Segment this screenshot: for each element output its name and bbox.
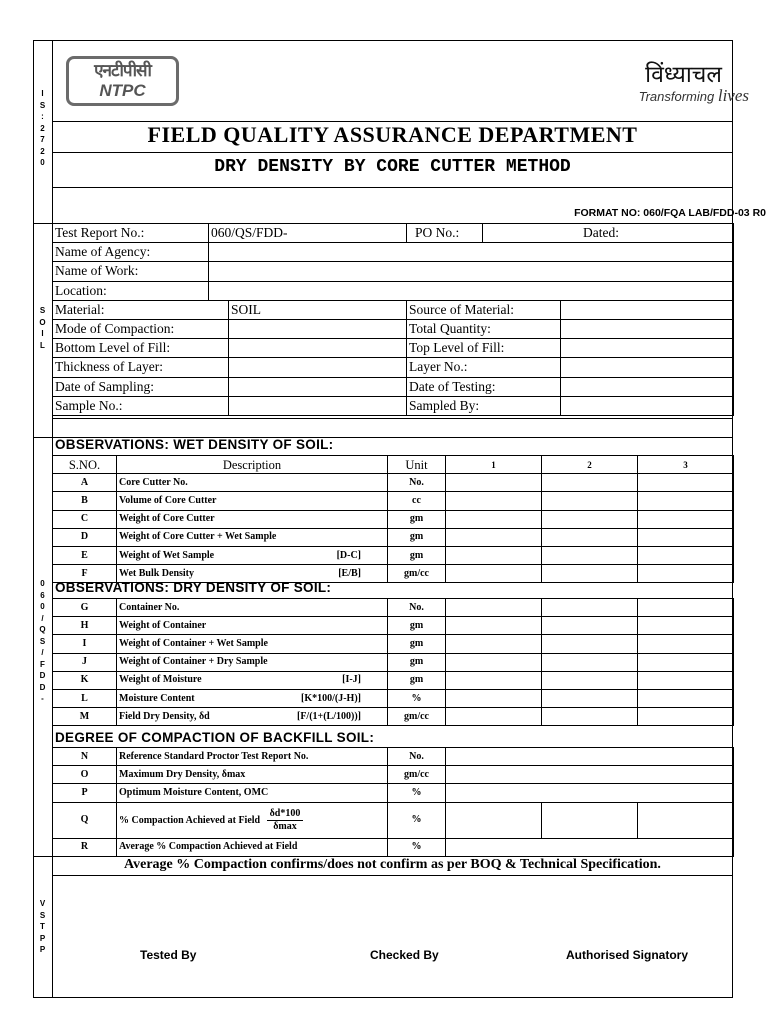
value-cell[interactable] — [542, 546, 638, 564]
row-description: Weight of Moisture [I-J] — [117, 671, 388, 689]
value-cell[interactable] — [542, 671, 638, 689]
row-description: Moisture Content [K*100/(J-H)] — [117, 689, 388, 707]
thickness-label: Thickness of Layer: — [53, 358, 229, 377]
compaction-table — [52, 747, 734, 857]
compaction-mode-label: Mode of Compaction: — [53, 319, 229, 338]
value-cell[interactable] — [446, 617, 542, 635]
value-cell[interactable] — [446, 708, 542, 726]
table-row — [53, 617, 734, 635]
row-unit: gm — [388, 617, 446, 635]
value-cell[interactable] — [446, 528, 542, 546]
row-unit: No. — [388, 748, 446, 766]
row-sno: G — [53, 599, 117, 617]
value-cell[interactable] — [542, 599, 638, 617]
value-cell[interactable] — [446, 784, 734, 802]
row-description: Wet Bulk Density [E/B] — [117, 565, 388, 583]
col-header-1: 1 — [446, 456, 542, 474]
row-sno: R — [53, 838, 117, 856]
value-cell[interactable] — [638, 565, 734, 583]
side-label-soil: S O I L — [39, 306, 46, 350]
test-report-label: Test Report No.: — [53, 224, 209, 243]
testing-date-label: Date of Testing: — [407, 377, 561, 396]
site-name-hindi: विंध्याचल — [645, 62, 722, 88]
value-cell[interactable] — [542, 635, 638, 653]
sampling-date-value — [229, 377, 407, 396]
value-cell[interactable] — [446, 671, 542, 689]
layer-no-value — [561, 358, 734, 377]
value-cell[interactable] — [638, 599, 734, 617]
table-row — [53, 474, 734, 492]
row-sno: D — [53, 528, 117, 546]
row-formula: [I-J] — [342, 674, 361, 686]
page-title: FIELD QUALITY ASSURANCE DEPARTMENT — [147, 122, 638, 147]
logo-hindi-text: एनटीपीसी — [94, 61, 151, 81]
row-unit: gm/cc — [388, 565, 446, 583]
compaction-heading: DEGREE OF COMPACTION OF BACKFILL SOIL: — [55, 730, 375, 745]
value-cell[interactable] — [542, 492, 638, 510]
tested-by-label: Tested By — [140, 948, 197, 962]
row-unit: gm — [388, 671, 446, 689]
bottom-level-label: Bottom Level of Fill: — [53, 339, 229, 358]
side-label-code: 0 6 0 / Q S / F D D - — [39, 579, 46, 703]
value-cell[interactable] — [638, 671, 734, 689]
table-row — [53, 510, 734, 528]
source-value — [561, 300, 734, 319]
row-sno: E — [53, 546, 117, 564]
row-unit: gm/cc — [388, 766, 446, 784]
wet-density-heading: OBSERVATIONS: WET DENSITY OF SOIL: — [55, 437, 334, 452]
format-number: FORMAT NO: 060/FQA LAB/FDD-03 R0 — [574, 207, 766, 219]
row-description: Container No. — [117, 599, 388, 617]
col-header-2: 2 — [542, 456, 638, 474]
row-description: Optimum Moisture Content, OMC — [117, 784, 388, 802]
work-label: Name of Work: — [53, 262, 209, 281]
value-cell[interactable] — [638, 528, 734, 546]
row-description: Weight of Container + Dry Sample — [117, 653, 388, 671]
value-cell[interactable] — [542, 474, 638, 492]
value-cell[interactable] — [446, 766, 734, 784]
row-sno: H — [53, 617, 117, 635]
sample-no-label: Sample No.: — [53, 396, 229, 415]
tagline: Transforming lives — [638, 86, 749, 105]
value-cell[interactable] — [638, 708, 734, 726]
row-sno: M — [53, 708, 117, 726]
row-description: % Compaction Achieved at Field $\frac{\delta d*100}{\delta\max}$ — [117, 802, 388, 838]
value-cell[interactable] — [446, 748, 734, 766]
value-cell[interactable] — [446, 653, 542, 671]
quantity-label: Total Quantity: — [407, 319, 561, 338]
agency-label: Name of Agency: — [53, 243, 209, 262]
row-formula: [K*100/(J-H)] — [301, 692, 361, 704]
divider — [52, 152, 733, 153]
material-value: SOIL — [229, 300, 407, 319]
value-cell[interactable] — [446, 492, 542, 510]
row-unit: cc — [388, 492, 446, 510]
value-cell[interactable] — [446, 838, 734, 856]
compaction-mode-value — [229, 319, 407, 338]
table-row — [53, 784, 734, 802]
row-unit: % — [388, 802, 446, 838]
value-cell[interactable] — [638, 546, 734, 564]
dry-density-heading: OBSERVATIONS: DRY DENSITY OF SOIL: — [55, 580, 332, 595]
top-level-label: Top Level of Fill: — [407, 339, 561, 358]
sample-no-value — [229, 396, 407, 415]
divider — [52, 875, 733, 876]
table-row — [53, 635, 734, 653]
row-unit: No. — [388, 599, 446, 617]
value-cell[interactable] — [446, 474, 542, 492]
value-cell[interactable] — [638, 635, 734, 653]
table-row — [53, 748, 734, 766]
value-cell[interactable] — [638, 617, 734, 635]
ntpc-logo — [66, 56, 179, 106]
value-cell[interactable] — [638, 689, 734, 707]
value-cell[interactable] — [542, 653, 638, 671]
authorised-signatory-label: Authorised Signatory — [566, 948, 689, 962]
row-description: Average % Compaction Achieved at Field — [117, 838, 388, 856]
row-sno: F — [53, 565, 117, 583]
row-description: Volume of Core Cutter — [117, 492, 388, 510]
row-unit: % — [388, 784, 446, 802]
work-value — [209, 262, 734, 281]
row-unit: No. — [388, 474, 446, 492]
sampling-date-label: Date of Sampling: — [53, 377, 229, 396]
row-description: Weight of Core Cutter + Wet Sample — [117, 528, 388, 546]
thickness-value — [229, 358, 407, 377]
row-description: Maximum Dry Density, δmax — [117, 766, 388, 784]
logo-english-text: NTPC — [99, 81, 146, 100]
row-sno: C — [53, 510, 117, 528]
value-cell[interactable] — [542, 802, 638, 838]
value-cell[interactable] — [542, 708, 638, 726]
table-row — [53, 766, 734, 784]
row-unit: gm — [388, 510, 446, 528]
row-unit: gm — [388, 653, 446, 671]
value-cell[interactable] — [542, 510, 638, 528]
sampled-by-value — [561, 396, 734, 415]
divider — [52, 418, 733, 419]
col-header-3: 3 — [638, 456, 734, 474]
value-cell[interactable] — [446, 689, 542, 707]
row-sno: K — [53, 671, 117, 689]
table-row — [53, 492, 734, 510]
row-description: Weight of Wet Sample [D-C] — [117, 546, 388, 564]
table-row — [53, 689, 734, 707]
row-formula: [F/(1+(L/100))] — [296, 710, 361, 722]
value-cell[interactable] — [446, 802, 542, 838]
row-sno: Q — [53, 802, 117, 838]
layer-no-label: Layer No.: — [407, 358, 561, 377]
side-label-standard: I S : 2 7 2 0 — [39, 89, 46, 167]
value-cell[interactable] — [638, 510, 734, 528]
value-cell[interactable] — [638, 492, 734, 510]
value-cell[interactable] — [542, 617, 638, 635]
row-formula: [D-C] — [336, 549, 361, 561]
table-row — [53, 546, 734, 564]
row-description: Core Cutter No. — [117, 474, 388, 492]
value-cell[interactable] — [542, 689, 638, 707]
wet-density-table — [52, 455, 734, 583]
compaction-statement: Average % Compaction confirms/does not confirm as per BOQ & Technical Specification. — [124, 857, 661, 872]
source-label: Source of Material: — [407, 300, 561, 319]
row-sno: I — [53, 635, 117, 653]
row-unit: gm — [388, 546, 446, 564]
row-sno: N — [53, 748, 117, 766]
row-unit: % — [388, 689, 446, 707]
row-description: Weight of Core Cutter — [117, 510, 388, 528]
dry-density-table — [52, 598, 734, 726]
row-description: Weight of Container — [117, 617, 388, 635]
col-header-description: Description — [117, 456, 388, 474]
row-description: Reference Standard Proctor Test Report No. — [117, 748, 388, 766]
table-row — [53, 653, 734, 671]
sampled-by-label: Sampled By: — [407, 396, 561, 415]
value-cell[interactable] — [446, 565, 542, 583]
dated-label: Dated: — [483, 224, 734, 243]
table-row — [53, 708, 734, 726]
col-header-unit: Unit — [388, 456, 446, 474]
row-unit: gm — [388, 528, 446, 546]
report-info-table — [52, 223, 734, 416]
table-row — [53, 528, 734, 546]
table-row — [53, 671, 734, 689]
row-unit: gm — [388, 635, 446, 653]
side-label-vstpp: V S T P P — [39, 899, 46, 954]
row-sno: A — [53, 474, 117, 492]
row-formula: [E/B] — [338, 567, 361, 579]
material-label: Material: — [53, 300, 229, 319]
checked-by-label: Checked By — [370, 948, 439, 962]
testing-date-value — [561, 377, 734, 396]
location-value — [209, 281, 734, 300]
agency-value — [209, 243, 734, 262]
page-subtitle: DRY DENSITY BY CORE CUTTER METHOD — [214, 157, 571, 177]
col-header-sno: S.NO. — [53, 456, 117, 474]
value-cell[interactable] — [638, 802, 734, 838]
row-description: Field Dry Density, δd [F/(1+(L/100))] — [117, 708, 388, 726]
row-sno: J — [53, 653, 117, 671]
compaction-formula: $\frac{\delta d*100}{\delta\max}$ — [267, 808, 304, 833]
row-sno: O — [53, 766, 117, 784]
value-cell[interactable] — [446, 510, 542, 528]
row-sno: L — [53, 689, 117, 707]
po-label: PO No.: — [407, 224, 483, 243]
row-unit: gm/cc — [388, 708, 446, 726]
quantity-value — [561, 319, 734, 338]
divider — [52, 187, 733, 188]
table-row — [53, 599, 734, 617]
row-sno: P — [53, 784, 117, 802]
value-cell[interactable] — [542, 565, 638, 583]
value-cell[interactable] — [542, 528, 638, 546]
bottom-level-value — [229, 339, 407, 358]
row-description: Weight of Container + Wet Sample — [117, 635, 388, 653]
value-cell[interactable] — [446, 546, 542, 564]
test-report-value: 060/QS/FDD- — [209, 224, 407, 243]
table-row — [53, 565, 734, 583]
value-cell[interactable] — [446, 599, 542, 617]
value-cell[interactable] — [638, 474, 734, 492]
value-cell[interactable] — [446, 635, 542, 653]
location-label: Location: — [53, 281, 209, 300]
top-level-value — [561, 339, 734, 358]
row-sno: B — [53, 492, 117, 510]
row-unit: % — [388, 838, 446, 856]
value-cell[interactable] — [638, 653, 734, 671]
